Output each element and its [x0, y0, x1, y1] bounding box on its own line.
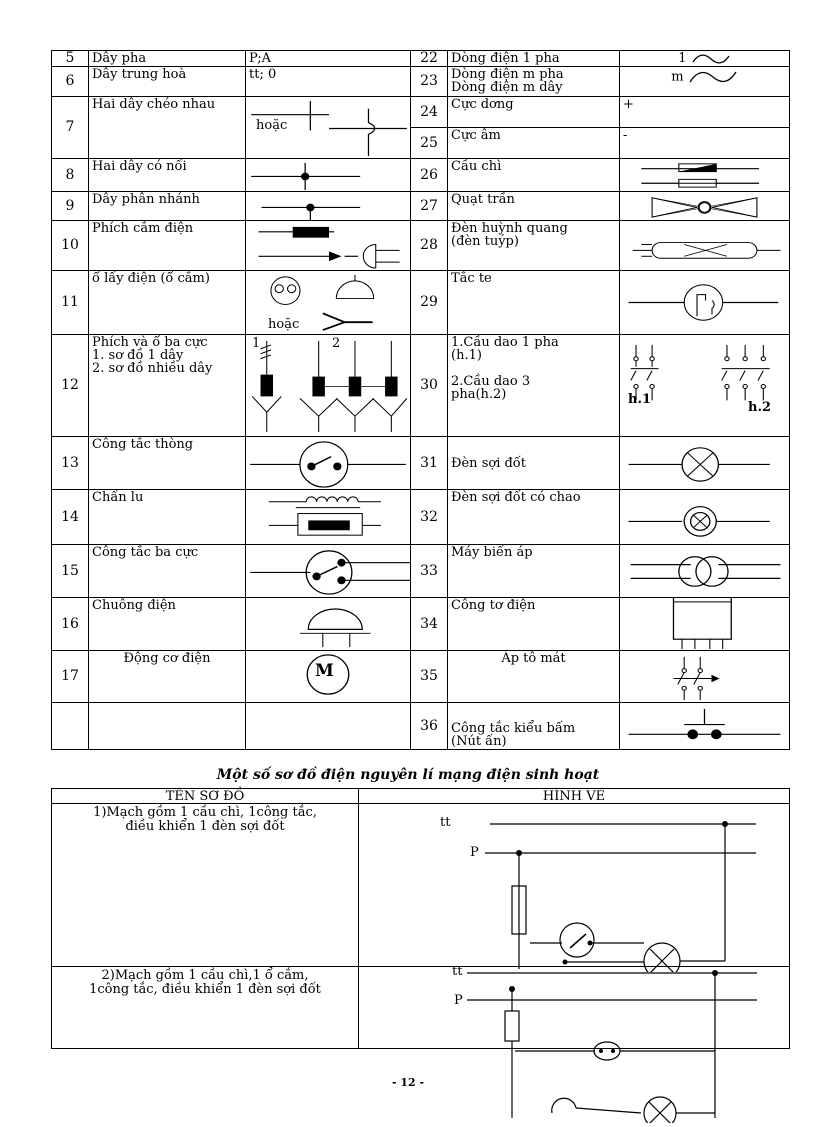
motor-label: M	[315, 661, 334, 681]
neutral-label: tt	[452, 964, 463, 979]
row-num: 9	[52, 192, 89, 221]
symbol-name: Công tắc ba cực	[89, 545, 246, 598]
row-num: 33	[411, 545, 448, 598]
name-line1: Dòng điện m pha	[451, 67, 564, 82]
row-num: 34	[411, 598, 448, 651]
page-number: - 12 -	[391, 1076, 425, 1089]
fluorescent-lamp-symbol	[620, 221, 790, 271]
row-num: 28	[411, 221, 448, 271]
row-num: 24	[411, 97, 448, 128]
symbol-name	[448, 67, 620, 97]
name-line2: (đèn tuýp)	[451, 234, 519, 249]
name-line2: (Nút ấn)	[451, 734, 507, 749]
symbol-name: Chuông điện	[89, 598, 246, 651]
row-num: 31	[411, 437, 448, 490]
symbol-name: Cực dơng	[448, 97, 620, 128]
symbol-name: Chấn lu	[89, 490, 246, 545]
symbol-name: Áp tô mát	[448, 651, 620, 703]
symbol-name: Hai dây chéo nhau	[89, 97, 246, 159]
knife-switch-symbol	[620, 335, 790, 437]
row-num: 15	[52, 545, 89, 598]
symbol-name: Đèn sợi đốt	[448, 437, 620, 490]
section-heading: Một số sơ đồ điện nguyên lí mạng điện sinh hoạt	[216, 767, 600, 783]
name-line1: 2)Mạch gồm 1 cầu chì,1 ổ cắm,	[101, 968, 309, 983]
positive-symbol: +	[620, 97, 790, 128]
motor-symbol	[246, 651, 411, 703]
circuit-name	[52, 804, 359, 967]
symbol-name: Dòng điện 1 pha	[448, 51, 620, 67]
symbol-name: Hai dây có nối	[89, 159, 246, 192]
row-num: 35	[411, 651, 448, 703]
shaded-lamp-symbol	[620, 490, 790, 545]
starter-symbol	[620, 271, 790, 335]
row-num: 36	[411, 703, 448, 750]
row-num: 6	[52, 67, 89, 97]
three-pole-plug-symbol	[246, 335, 411, 437]
row-num: 25	[411, 128, 448, 159]
name-line2: 1. sơ đồ 1 dây	[92, 348, 184, 363]
multi-phase-symbol	[620, 67, 790, 97]
row-num: 26	[411, 159, 448, 192]
name-line1: 1.Cầu dao 1 pha	[451, 335, 559, 350]
diagram-label: 1	[252, 336, 261, 351]
name-line2: 1công tắc, điều khiển 1 đèn sợi đốt	[89, 982, 321, 997]
symbol-name	[448, 335, 620, 437]
branch-wire-symbol	[246, 192, 411, 221]
row-num: 27	[411, 192, 448, 221]
row-num: 12	[52, 335, 89, 437]
diagram-label: h.1	[628, 392, 652, 407]
row-num: 30	[411, 335, 448, 437]
name-line1: 1)Mạch gồm 1 cầu chì, 1công tắc,	[93, 805, 317, 820]
name-line1: Công tắc kiểu bấm	[451, 721, 576, 736]
push-button-symbol	[620, 703, 790, 750]
row-num: 32	[411, 490, 448, 545]
row-num: 23	[411, 67, 448, 97]
symbol-name: Máy biến áp	[448, 545, 620, 598]
name-line1: Phích và ổ ba cực	[92, 335, 208, 350]
row-num: 10	[52, 221, 89, 271]
symbol-name: Phích cắm điện	[89, 221, 246, 271]
empty-cell	[246, 703, 411, 750]
symbol-name: Cầu chì	[448, 159, 620, 192]
column-header: TÊN SƠ ĐỒ	[52, 789, 359, 804]
symbol-name: ổ lấy điện (ổ cắm)	[89, 271, 246, 335]
row-num: 7	[52, 97, 89, 159]
symbol-label: 1	[678, 51, 687, 66]
symbol-text: P;A	[246, 51, 411, 67]
name-line4: pha(h.2)	[451, 387, 507, 402]
name-line2: Dòng điện m dây	[451, 80, 563, 95]
pull-switch-symbol	[246, 437, 411, 490]
row-num: 5	[52, 51, 89, 67]
symbol-name	[89, 703, 246, 750]
diagram-label: 2	[332, 336, 341, 351]
ballast-symbol	[246, 490, 411, 545]
name-line3: 2. sơ đồ nhiều dây	[92, 361, 213, 376]
symbol-name	[448, 221, 620, 271]
symbol-name: Đèn sợi đốt có chao	[448, 490, 620, 545]
circuit-1-diagram	[440, 812, 760, 972]
name-line3: 2.Cầu dao 3	[451, 374, 531, 389]
symbol-name	[448, 703, 620, 750]
bell-symbol	[246, 598, 411, 651]
name-line1: Đèn huỳnh quang	[451, 221, 568, 236]
symbol-name: Dây phân nhánh	[89, 192, 246, 221]
symbol-name	[89, 335, 246, 437]
diagram-label: h.2	[748, 400, 772, 415]
symbol-name: Công tắc thòng	[89, 437, 246, 490]
or-label: hoặc	[256, 118, 288, 133]
electric-meter-symbol	[620, 598, 790, 651]
socket-symbol	[246, 271, 411, 335]
connected-wires-symbol	[246, 159, 411, 192]
symbol-name: Cực âm	[448, 128, 620, 159]
fuse-symbol	[620, 159, 790, 192]
ceiling-fan-symbol	[620, 192, 790, 221]
row-num: 13	[52, 437, 89, 490]
symbol-table	[51, 50, 790, 750]
single-phase-symbol	[620, 51, 790, 67]
symbol-name: Công tơ điện	[448, 598, 620, 651]
three-way-switch-symbol	[246, 545, 411, 598]
crossing-wires-symbol	[246, 97, 411, 159]
or-label: hoặc	[268, 317, 300, 332]
row-num	[52, 703, 89, 750]
symbol-name: Tắc te	[448, 271, 620, 335]
symbol-name: Quạt trần	[448, 192, 620, 221]
symbol-name: Dây pha	[89, 51, 246, 67]
row-num: 17	[52, 651, 89, 703]
phase-label: P	[470, 845, 479, 860]
phase-label: P	[454, 993, 463, 1008]
column-header: HÌNH VẼ	[359, 789, 790, 804]
symbol-text: tt; 0	[246, 67, 411, 97]
row-num: 8	[52, 159, 89, 192]
row-num: 16	[52, 598, 89, 651]
circuit-2-diagram	[445, 963, 765, 1123]
plug-symbol	[246, 221, 411, 271]
symbol-name: Động cơ điện	[89, 651, 246, 703]
row-num: 22	[411, 51, 448, 67]
incandescent-lamp-symbol	[620, 437, 790, 490]
row-num: 11	[52, 271, 89, 335]
symbol-label: m	[671, 69, 684, 85]
negative-symbol: -	[620, 128, 790, 159]
name-line2: điều khiển 1 đèn sợi đốt	[125, 819, 285, 834]
row-num: 29	[411, 271, 448, 335]
neutral-label: tt	[440, 815, 451, 830]
circuit-breaker-symbol	[620, 651, 790, 703]
transformer-symbol	[620, 545, 790, 598]
symbol-name: Dây trung hoà	[89, 67, 246, 97]
name-line2: (h.1)	[451, 348, 482, 363]
row-num: 14	[52, 490, 89, 545]
circuit-name	[52, 967, 359, 1049]
